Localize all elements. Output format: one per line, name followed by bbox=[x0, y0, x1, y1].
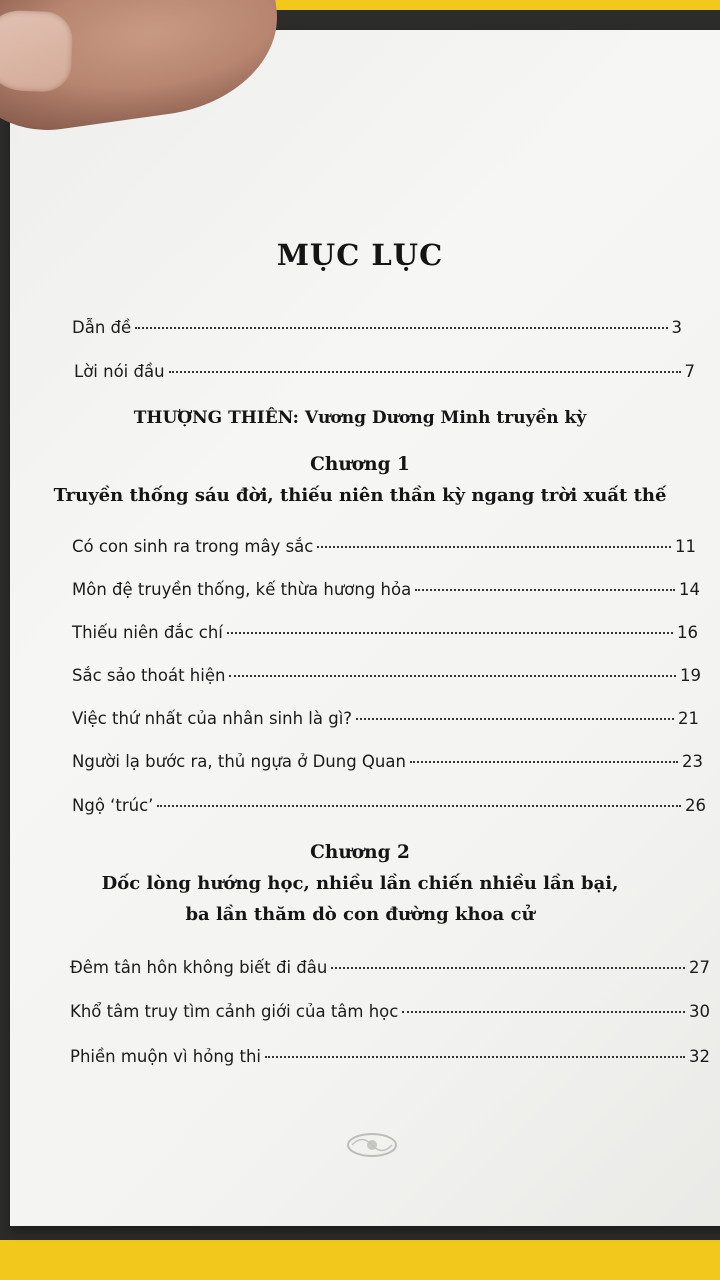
toc-entry-page: 21 bbox=[678, 709, 699, 728]
dot-leader bbox=[265, 1056, 685, 1058]
dot-leader bbox=[356, 718, 674, 720]
toc-entry bbox=[70, 958, 710, 977]
part-title: THƯỢNG THIÊN: Vương Dương Minh truyền kỳ bbox=[133, 408, 587, 428]
dot-leader bbox=[415, 589, 675, 591]
toc-entry bbox=[72, 537, 696, 556]
dot-leader bbox=[331, 967, 685, 969]
toc-entry-page: 7 bbox=[684, 362, 695, 381]
page-title: MỤC LỤC bbox=[276, 238, 444, 272]
dot-leader bbox=[229, 675, 676, 677]
toc-entry bbox=[72, 623, 698, 642]
toc-entry-label: Dẫn đề bbox=[72, 318, 132, 337]
toc-entry bbox=[72, 752, 703, 771]
toc-entry-label: Phiền muộn vì hỏng thi bbox=[70, 1047, 262, 1066]
toc-entry-label: Đêm tân hôn không biết đi đâu bbox=[70, 958, 328, 977]
toc-entry-page: 30 bbox=[689, 1002, 710, 1021]
toc-entry bbox=[72, 796, 706, 815]
toc-entry-page: 26 bbox=[685, 796, 706, 815]
chapter-title: Truyền thống sáu đời, thiếu niên thần kỳ ngang trời xuất thế bbox=[53, 485, 667, 506]
toc-entry bbox=[74, 362, 695, 381]
toc-entry-page: 11 bbox=[675, 537, 696, 556]
dot-leader bbox=[135, 327, 667, 329]
toc-entry-label: Khổ tâm truy tìm cảnh giới của tâm học bbox=[70, 1002, 399, 1021]
toc-entry bbox=[70, 1047, 710, 1066]
dot-leader bbox=[227, 632, 673, 634]
toc-entry bbox=[72, 318, 682, 337]
toc-entry-label: Có con sinh ra trong mây sắc bbox=[72, 537, 314, 556]
toc-entry bbox=[72, 709, 699, 728]
toc-entry bbox=[72, 580, 700, 599]
toc-entry-page: 14 bbox=[679, 580, 700, 599]
dot-leader bbox=[410, 761, 678, 763]
chapter-number: Chương 1 bbox=[310, 454, 410, 475]
decorative-ornament-icon bbox=[346, 1130, 398, 1160]
toc-entry-label: Môn đệ truyền thống, kế thừa hương hỏa bbox=[72, 580, 412, 599]
chapter-title: ba lần thăm dò con đường khoa cử bbox=[185, 904, 535, 925]
dot-leader bbox=[157, 805, 681, 807]
toc-entry-label: Người lạ bước ra, thủ ngựa ở Dung Quan bbox=[72, 752, 406, 771]
toc-entry bbox=[72, 666, 701, 685]
toc-entry-label: Việc thứ nhất của nhân sinh là gì? bbox=[72, 709, 353, 728]
thumbnail bbox=[0, 9, 73, 92]
toc-entry-page: 32 bbox=[689, 1047, 710, 1066]
toc-entry-page: 27 bbox=[689, 958, 710, 977]
toc-entry-page: 16 bbox=[677, 623, 698, 642]
toc-entry-page: 19 bbox=[680, 666, 701, 685]
toc-entry-label: Lời nói đầu bbox=[74, 362, 165, 381]
chapter-number: Chương 2 bbox=[310, 842, 410, 863]
dot-leader bbox=[402, 1011, 685, 1013]
toc-entry-label: Ngộ ‘trúc’ bbox=[72, 796, 154, 815]
toc-entry-page: 23 bbox=[682, 752, 703, 771]
toc-entry-page: 3 bbox=[671, 318, 682, 337]
toc-entry-label: Thiếu niên đắc chí bbox=[72, 623, 223, 642]
toc-entry bbox=[70, 1002, 710, 1021]
toc-entry-label: Sắc sảo thoát hiện bbox=[72, 666, 226, 685]
dot-leader bbox=[169, 371, 681, 373]
chapter-title: Dốc lòng hướng học, nhiều lần chiến nhiều lần bại, bbox=[101, 873, 619, 894]
dot-leader bbox=[317, 546, 671, 548]
